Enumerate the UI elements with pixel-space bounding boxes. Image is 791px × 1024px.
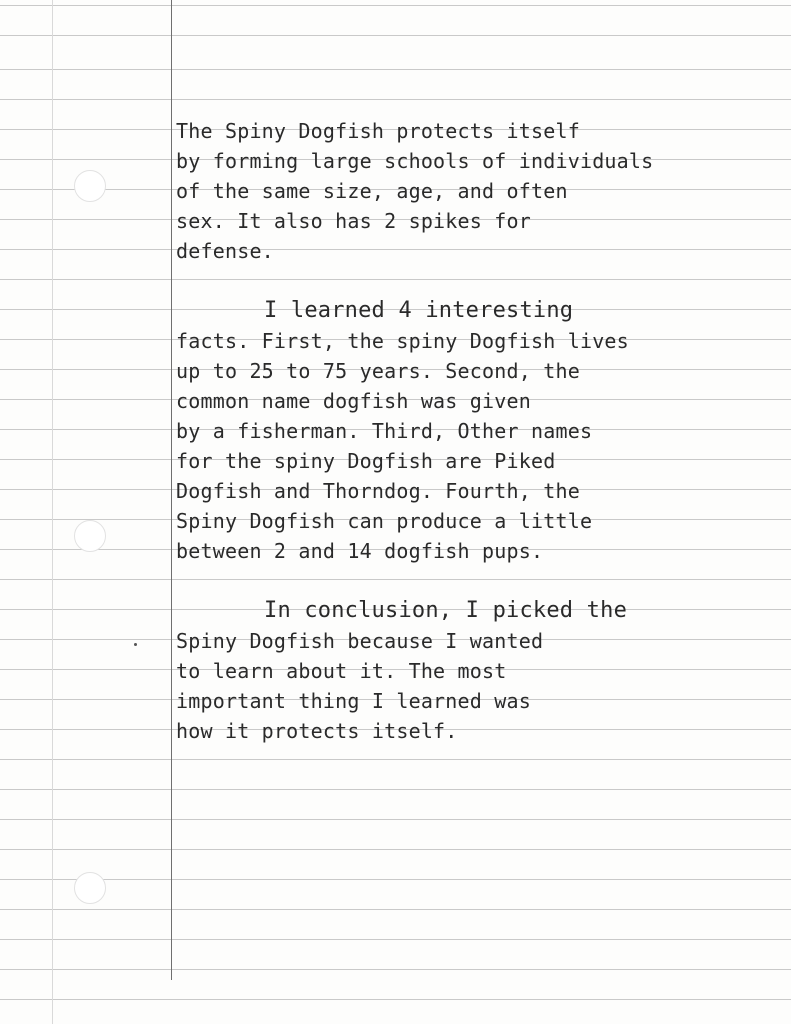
paragraph-facts [176, 296, 736, 566]
essay-line: facts. First, the spiny Dogfish lives [176, 329, 629, 353]
essay-line: up to 25 to 75 years. Second, the [176, 359, 580, 383]
essay-line: between 2 and 14 dogfish pups. [176, 539, 544, 563]
essay-line: to learn about it. The most [176, 659, 507, 683]
handwritten-essay [176, 116, 736, 776]
ink-speck [134, 643, 137, 646]
essay-line: sex. It also has 2 spikes for [176, 209, 531, 233]
essay-line: for the spiny Dogfish are Piked [176, 449, 556, 473]
essay-line: important thing I learned was [176, 689, 531, 713]
binder-hole-middle [74, 520, 106, 552]
essay-line: by a fisherman. Third, Other names [176, 419, 593, 443]
essay-line: Spiny Dogfish can produce a little [176, 509, 593, 533]
essay-line: I learned 4 interesting [264, 298, 574, 323]
binder-hole-bottom [74, 872, 106, 904]
essay-line: of the same size, age, and often [176, 179, 568, 203]
binder-hole-top [74, 170, 106, 202]
essay-line: common name dogfish was given [176, 389, 531, 413]
essay-line: by forming large schools of individuals [176, 149, 654, 173]
paper-left-edge [52, 0, 53, 1024]
paragraph-defense [176, 116, 736, 266]
margin-line [171, 0, 172, 980]
essay-line: In conclusion, I picked the [264, 598, 628, 623]
paragraph-conclusion [176, 596, 736, 746]
essay-line: The Spiny Dogfish protects itself [176, 119, 580, 143]
essay-line: Dogfish and Thorndog. Fourth, the [176, 479, 580, 503]
essay-line: Spiny Dogfish because I wanted [176, 629, 544, 653]
essay-line: defense. [176, 239, 274, 263]
essay-line: how it protects itself. [176, 719, 458, 743]
